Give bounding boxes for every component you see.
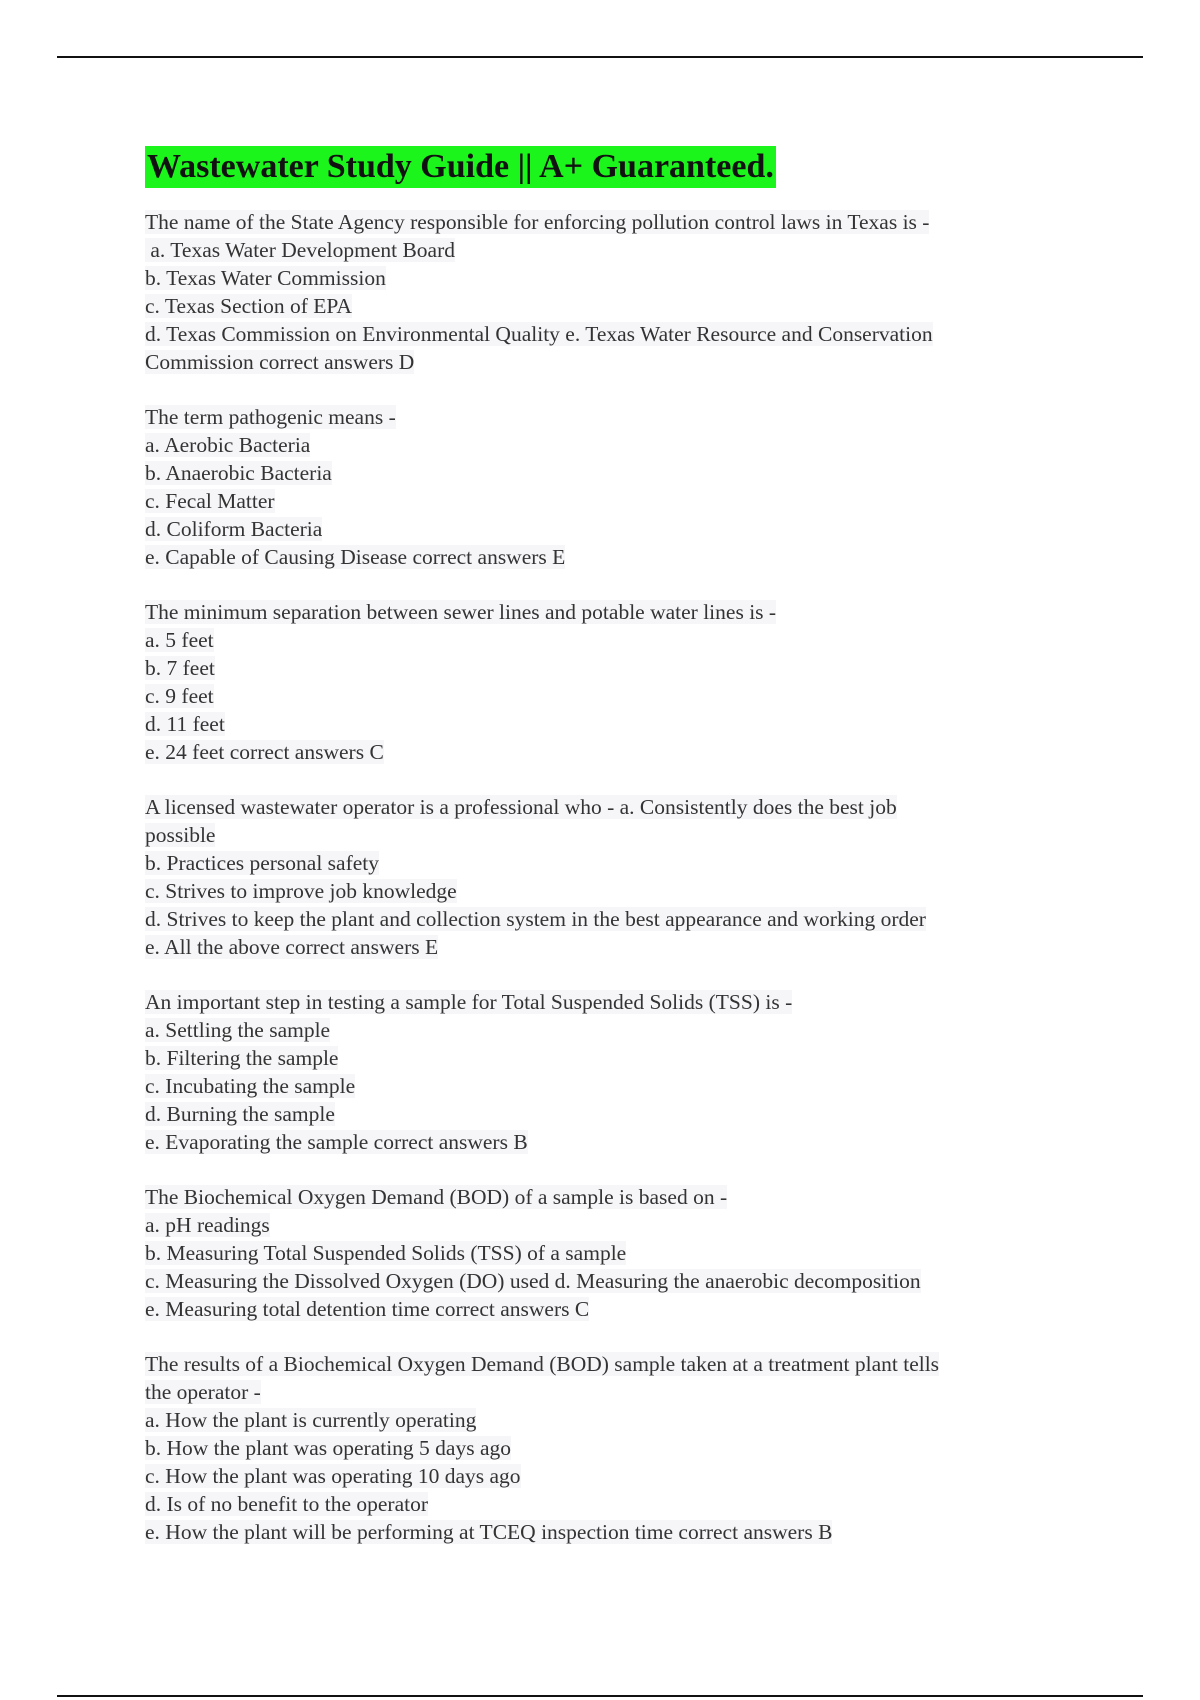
answer-option: d. Texas Commission on Environmental Quality e. Texas Water Resource and Conservation	[145, 322, 933, 346]
answer-option: b. Anaerobic Bacteria	[145, 461, 332, 485]
answer-option: c. Texas Section of EPA	[145, 294, 352, 318]
correct-answer-line: e. All the above correct answers E	[145, 935, 439, 959]
answer-option: d. Is of no benefit to the operator	[145, 1492, 428, 1516]
answer-option: c. Incubating the sample	[145, 1074, 356, 1098]
correct-answer-line: Commission correct answers D	[145, 350, 415, 374]
correct-answer-line: e. How the plant will be performing at TCEQ inspection time correct answers B	[145, 1520, 833, 1544]
bottom-rule	[57, 1695, 1143, 1697]
question-line: The name of the State Agency responsible for enforcing pollution control laws in Texas is -	[145, 210, 930, 234]
answer-option: a. How the plant is currently operating	[145, 1408, 477, 1432]
answer-option: c. Measuring the Dissolved Oxygen (DO) used d. Measuring the anaerobic decomposition	[145, 1269, 921, 1293]
answer-option: a. Texas Water Development Board	[145, 238, 456, 262]
correct-answer-line: e. 24 feet correct answers C	[145, 740, 384, 764]
top-rule	[57, 56, 1143, 58]
question-line: The results of a Biochemical Oxygen Demand (BOD) sample taken at a treatment plant tells	[145, 1352, 940, 1376]
correct-answer-line: e. Evaporating the sample correct answers B	[145, 1130, 528, 1154]
answer-option: a. pH readings	[145, 1213, 270, 1237]
answer-option: d. Strives to keep the plant and collection system in the best appearance and working order	[145, 907, 926, 931]
answer-option: c. 9 feet	[145, 684, 214, 708]
question-line: An important step in testing a sample for Total Suspended Solids (TSS) is -	[145, 990, 793, 1014]
answer-option: a. Aerobic Bacteria	[145, 433, 311, 457]
correct-answer-line: e. Measuring total detention time correct answers C	[145, 1297, 590, 1321]
question-block	[145, 598, 1045, 766]
question-block	[145, 208, 1045, 376]
answer-option: d. Coliform Bacteria	[145, 517, 323, 541]
question-block	[145, 793, 1045, 961]
answer-option: b. Measuring Total Suspended Solids (TSS) of a sample	[145, 1241, 627, 1265]
question-line: possible	[145, 823, 216, 847]
answer-option: b. How the plant was operating 5 days ago	[145, 1436, 512, 1460]
question-block	[145, 403, 1045, 571]
answer-option: b. Texas Water Commission	[145, 266, 386, 290]
answer-option: b. Practices personal safety	[145, 851, 380, 875]
answer-option: a. Settling the sample	[145, 1018, 331, 1042]
answer-option: d. 11 feet	[145, 712, 225, 736]
document-body	[145, 146, 1045, 1573]
answer-option: b. 7 feet	[145, 656, 215, 680]
question-line: The minimum separation between sewer lines and potable water lines is -	[145, 600, 777, 624]
answer-option: c. How the plant was operating 10 days ago	[145, 1464, 521, 1488]
question-block	[145, 1350, 1045, 1546]
question-line: A licensed wastewater operator is a professional who - a. Consistently does the best job	[145, 795, 897, 819]
answer-option: c. Fecal Matter	[145, 489, 275, 513]
question-line: The term pathogenic means -	[145, 405, 396, 429]
answer-option: b. Filtering the sample	[145, 1046, 339, 1070]
correct-answer-line: e. Capable of Causing Disease correct answers E	[145, 545, 566, 569]
answer-option: c. Strives to improve job knowledge	[145, 879, 457, 903]
answer-option: a. 5 feet	[145, 628, 214, 652]
question-block	[145, 1183, 1045, 1323]
answer-option: d. Burning the sample	[145, 1102, 335, 1126]
question-block	[145, 988, 1045, 1156]
question-line: The Biochemical Oxygen Demand (BOD) of a sample is based on -	[145, 1185, 728, 1209]
document-title: Wastewater Study Guide || A+ Guaranteed.	[145, 146, 776, 188]
question-line: the operator -	[145, 1380, 261, 1404]
